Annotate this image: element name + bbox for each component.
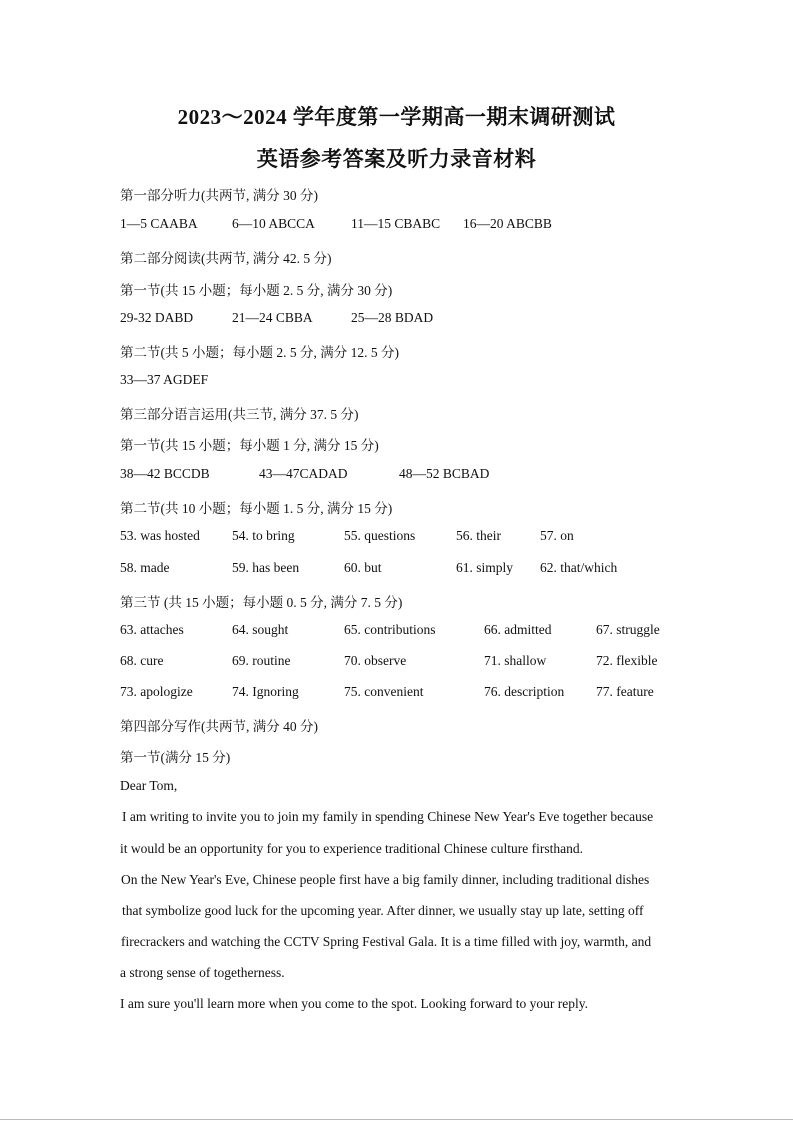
answer-group: 16—20 ABCBB bbox=[463, 216, 552, 231]
subsection-heading: 第一节(共 15 小题；每小题 1 分, 满分 15 分) bbox=[120, 438, 379, 453]
answer-item: 53. was hosted bbox=[120, 528, 200, 543]
section-heading-writing: 第四部分写作(共两节, 满分 40 分) bbox=[120, 719, 318, 734]
answer-group: 25—28 BDAD bbox=[351, 310, 434, 325]
answer-item: 59. has been bbox=[232, 560, 300, 575]
answer-group: 11—15 CBABC bbox=[351, 216, 441, 231]
letter-line: it would be an opportunity for you to experience traditional Chinese culture firsthand. bbox=[120, 841, 584, 856]
answer-group: 43—47CADAD bbox=[259, 466, 348, 481]
answer-item: 73. apologize bbox=[120, 684, 193, 699]
letter-greeting: Dear Tom, bbox=[120, 778, 178, 793]
answer-item: 54. to bring bbox=[232, 528, 295, 543]
letter-line: firecrackers and watching the CCTV Spring Festival Gala. It is a time filled with joy, warmth, and bbox=[121, 934, 652, 949]
answer-item: 62. that/which bbox=[540, 560, 618, 575]
subsection-heading: 第一节(共 15 小题；每小题 2. 5 分, 满分 30 分) bbox=[120, 283, 393, 298]
answer-item: 72. flexible bbox=[596, 653, 658, 668]
document-subtitle: 英语参考答案及听力录音材料 bbox=[256, 147, 537, 171]
answer-item: 55. questions bbox=[344, 528, 416, 543]
answer-item: 67. struggle bbox=[596, 622, 660, 637]
document-title: 2023～2024 学年度第一学期高一期末调研测试 bbox=[177, 105, 616, 129]
answer-item: 70. observe bbox=[344, 653, 407, 668]
answer-item: 68. cure bbox=[120, 653, 164, 668]
subsection-heading: 第二节(共 10 小题；每小题 1. 5 分, 满分 15 分) bbox=[120, 501, 393, 516]
answer-item: 66. admitted bbox=[484, 622, 552, 637]
answer-item: 75. convenient bbox=[344, 684, 424, 699]
section-heading-reading: 第二部分阅读(共两节, 满分 42. 5 分) bbox=[120, 251, 332, 266]
answer-group: 48—52 BCBAD bbox=[399, 466, 490, 481]
answer-item: 69. routine bbox=[232, 653, 291, 668]
answer-item: 76. description bbox=[484, 684, 565, 699]
answer-item: 64. sought bbox=[232, 622, 289, 637]
answer-item: 56. their bbox=[456, 528, 501, 543]
subsection-heading: 第三节 (共 15 小题；每小题 0. 5 分, 满分 7. 5 分) bbox=[120, 595, 403, 610]
answer-item: 74. Ignoring bbox=[232, 684, 299, 699]
answer-item: 58. made bbox=[120, 560, 170, 575]
answer-item: 71. shallow bbox=[484, 653, 547, 668]
answer-item: 77. feature bbox=[596, 684, 654, 699]
answer-item: 63. attaches bbox=[120, 622, 184, 637]
answer-group: 6—10 ABCCA bbox=[232, 216, 315, 231]
letter-line: On the New Year's Eve, Chinese people first have a big family dinner, including traditional dishes bbox=[121, 872, 650, 887]
answer-item: 61. simply bbox=[456, 560, 514, 575]
answer-group: 1—5 CAABA bbox=[120, 216, 198, 231]
answer-item: 60. but bbox=[344, 560, 382, 575]
letter-line: I am sure you'll learn more when you come to the spot. Looking forward to your reply. bbox=[120, 996, 588, 1011]
answer-item: 65. contributions bbox=[344, 622, 436, 637]
answer-group: 29-32 DABD bbox=[120, 310, 194, 325]
letter-line: a strong sense of togetherness. bbox=[120, 965, 285, 980]
subsection-heading: 第一节(满分 15 分) bbox=[120, 750, 231, 765]
section-heading-language-use: 第三部分语言运用(共三节, 满分 37. 5 分) bbox=[120, 407, 359, 422]
answer-item: 57. on bbox=[540, 528, 574, 543]
section-heading-listening: 第一部分听力(共两节, 满分 30 分) bbox=[120, 188, 318, 203]
answer-row-seven-choose-five: 33—37 AGDEF bbox=[120, 372, 209, 387]
letter-line: I am writing to invite you to join my family in spending Chinese New Year's Eve together because bbox=[122, 809, 654, 824]
page-bottom-divider bbox=[0, 1119, 793, 1120]
subsection-heading: 第二节(共 5 小题；每小题 2. 5 分, 满分 12. 5 分) bbox=[120, 345, 399, 360]
answer-group: 21—24 CBBA bbox=[232, 310, 313, 325]
answer-group: 38—42 BCCDB bbox=[120, 466, 210, 481]
letter-line: that symbolize good luck for the upcoming year. After dinner, we usually stay up late, setting off bbox=[122, 903, 644, 918]
